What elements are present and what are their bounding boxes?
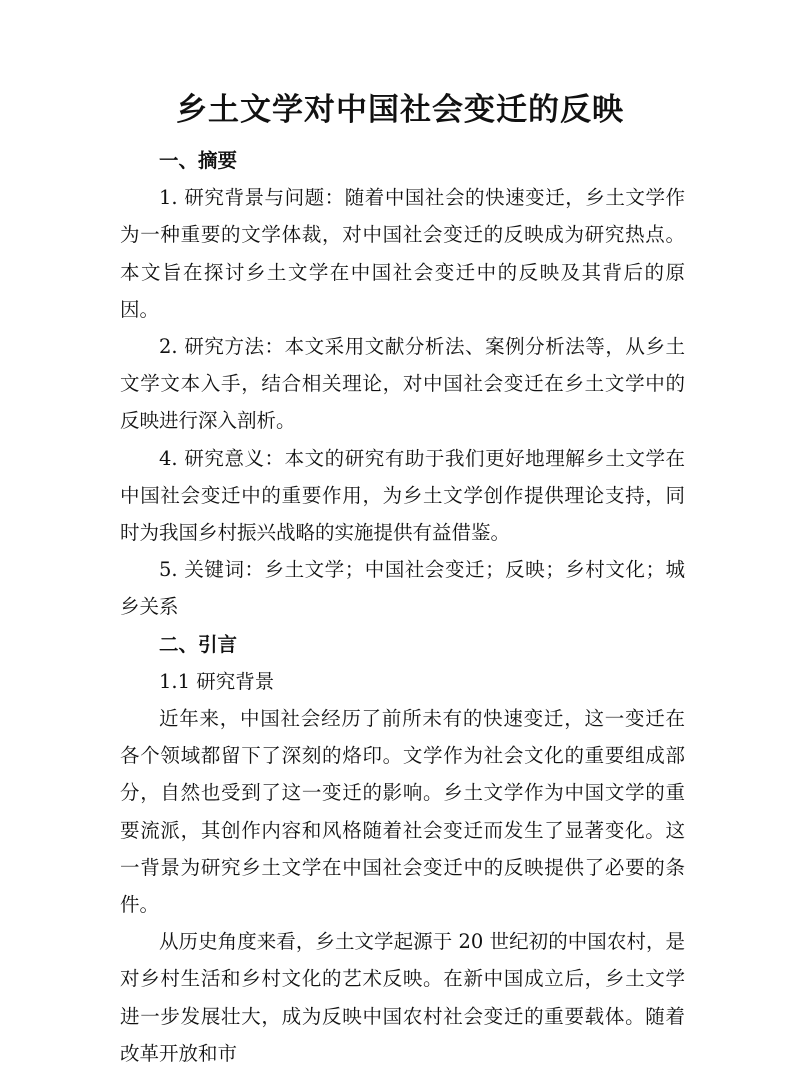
paragraph-research-background: 1. 研究背景与问题：随着中国社会的快速变迁，乡土文学作为一种重要的文学体裁，对中国社会变迁的反映成为研究热点。本文旨在探讨乡土文学在中国社会变迁中的反映及其背后的原因。 [120,186,685,321]
document-title: 乡土文学对中国社会变迁的反映 [176,92,624,128]
paragraph-intro-1: 近年来，中国社会经历了前所未有的快速变迁，这一变迁在各个领域都留下了深刻的烙印。文学作为社会文化的重要组成部分，自然也受到了这一变迁的影响。乡土文学作为中国文学的重要流派，其创作内容和风格随着社会变迁而发生了显著变化。这一背景为研究乡土文学在中国社会变迁中的反映提供了必要的条件。 [120,707,685,917]
paragraph-intro-2: 从历史角度来看，乡土文学起源于 20 世纪初的中国农村，是对乡村生活和乡村文化的艺术反映。在新中国成立后，乡土文学进一步发展壮大，成为反映中国农村社会变迁的重要载体。随着改革开放和市 [120,930,685,1065]
paragraph-research-significance: 4. 研究意义：本文的研究有助于我们更好地理解乡土文学在中国社会变迁中的重要作用，为乡土文学创作提供理论支持，同时为我国乡村振兴战略的实施提供有益借鉴。 [120,446,685,545]
subsection-heading-background: 1.1 研究背景 [159,669,275,693]
section-heading-introduction: 二、引言 [159,632,238,656]
paragraph-research-method: 2. 研究方法：本文采用文献分析法、案例分析法等，从乡土文学文本入手，结合相关理论，对中国社会变迁在乡土文学中的反映进行深入剖析。 [120,335,685,433]
section-heading-abstract: 一、摘要 [159,149,238,172]
document-body [120,142,685,1072]
paragraph-keywords: 5. 关键词：乡土文学；中国社会变迁；反映；乡村文化；城乡关系 [120,558,685,619]
